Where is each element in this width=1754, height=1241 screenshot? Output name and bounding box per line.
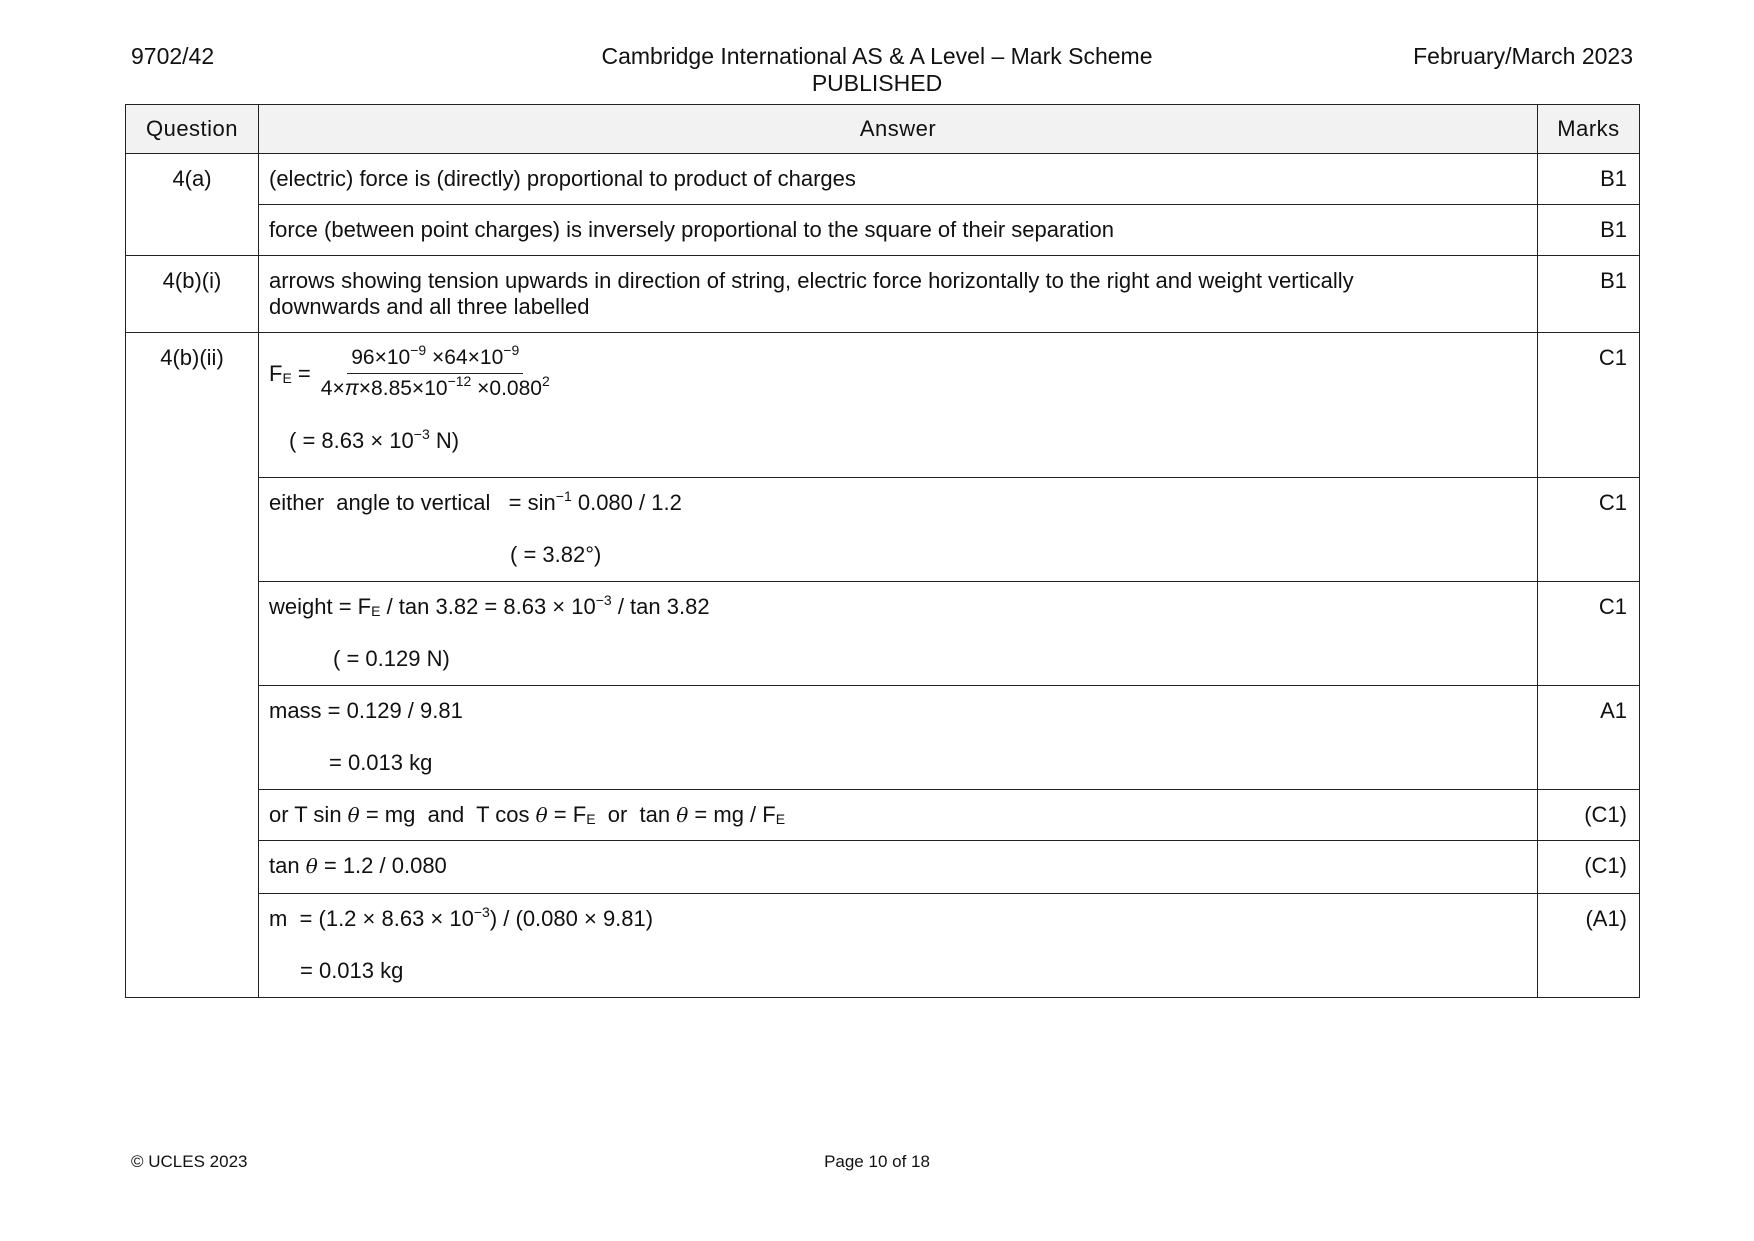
table-row xyxy=(126,790,1640,841)
mark-cell: B1 xyxy=(1538,154,1640,205)
mark-cell: B1 xyxy=(1538,256,1640,333)
page-number: Page 10 of 18 xyxy=(824,1152,930,1171)
table-row xyxy=(126,841,1640,894)
alt-mass-result: = 0.013 kg xyxy=(300,958,404,983)
mass-result: = 0.013 kg xyxy=(329,750,433,775)
answer-cell xyxy=(259,790,1538,841)
fe-label: $F_E$ = xyxy=(269,360,311,386)
mark-cell: C1 xyxy=(1538,582,1640,686)
weight-equation: weight = $F_E / \tan 3.82 = 8.63 \times 10^{-3} / \tan 3.82$ xyxy=(269,592,710,619)
table-row xyxy=(126,205,1640,256)
copyright-notice: © UCLES 2023 xyxy=(131,1152,248,1171)
answer-cell xyxy=(259,582,1538,686)
mark-cell: (C1) xyxy=(1538,790,1640,841)
table-row xyxy=(126,582,1640,686)
mark-cell: (C1) xyxy=(1538,841,1640,894)
mark-cell: C1 xyxy=(1538,478,1640,582)
answer-cell xyxy=(259,686,1538,790)
numerator: $96\times 10^{-9} \times 64\times 10^{-9}$ xyxy=(347,345,523,374)
alt-mass-equation: $m = (1.2 \times 8.63 \times 10^{-3}) / (0.080 \times 9.81)$ xyxy=(269,904,654,931)
header-marks: Marks xyxy=(1538,105,1640,154)
answer-cell xyxy=(259,478,1538,582)
table-row xyxy=(126,894,1640,998)
header-answer: Answer xyxy=(259,105,1538,154)
weight-result: ( = 0.129 N) xyxy=(333,646,450,671)
answer-cell: force (between point charges) is inversely proportional to the square of their separation xyxy=(259,205,1538,256)
tan-equation: tan θ = 1.2 / 0.080 xyxy=(269,853,447,878)
answer-cell: (electric) force is (directly) proportional to product of charges xyxy=(259,154,1538,205)
table-header-row xyxy=(126,105,1640,154)
mark-cell: C1 xyxy=(1538,333,1640,478)
mark-scheme-table xyxy=(125,104,1640,998)
mark-cell: (A1) xyxy=(1538,894,1640,998)
table-row xyxy=(126,333,1640,478)
fe-result: ( = $8.63 \times 10^{-3}$ N) xyxy=(289,426,460,453)
answer-line: downwards and all three labelled xyxy=(269,294,590,319)
denominator: $4\times\pi\times 8.85\times 10^{-12} \times 0.080^2$ xyxy=(320,373,550,400)
published-label: PUBLISHED xyxy=(811,70,943,96)
table-row xyxy=(126,256,1640,333)
question-4a: 4(a) xyxy=(126,154,259,256)
mark-cell: A1 xyxy=(1538,686,1640,790)
coulomb-force-equation xyxy=(269,342,1527,402)
answer-line: arrows showing tension upwards in direction of string, electric force horizontally to the right and weight vertically xyxy=(269,268,1354,293)
title-line: Cambridge International AS & A Level – Mark Scheme xyxy=(601,43,1153,69)
table-row xyxy=(126,686,1640,790)
mass-equation: mass = 0.129 / 9.81 xyxy=(269,698,463,723)
question-4bi: 4(b)(i) xyxy=(126,256,259,333)
answer-cell xyxy=(259,894,1538,998)
mark-cell: B1 xyxy=(1538,205,1640,256)
angle-result: ( = 3.82°) xyxy=(510,542,602,567)
angle-equation: either angle to vertical = $\sin^{-1} 0.080 / 1.2$ xyxy=(269,488,682,515)
table-row xyxy=(126,154,1640,205)
answer-cell xyxy=(259,841,1538,894)
question-4bii: 4(b)(ii) xyxy=(126,333,259,998)
answer-cell xyxy=(259,333,1538,478)
table-row xyxy=(126,478,1640,582)
answer-cell xyxy=(259,256,1538,333)
exam-session: February/March 2023 xyxy=(1413,43,1633,69)
paper-code: 9702/42 xyxy=(131,43,215,69)
header-question: Question xyxy=(126,105,259,154)
fraction xyxy=(317,342,554,402)
alt-method-equation: or T sin θ = mg and T $\cos \theta = F_E$ or tan θ = mg / $F_E$ xyxy=(269,802,786,827)
